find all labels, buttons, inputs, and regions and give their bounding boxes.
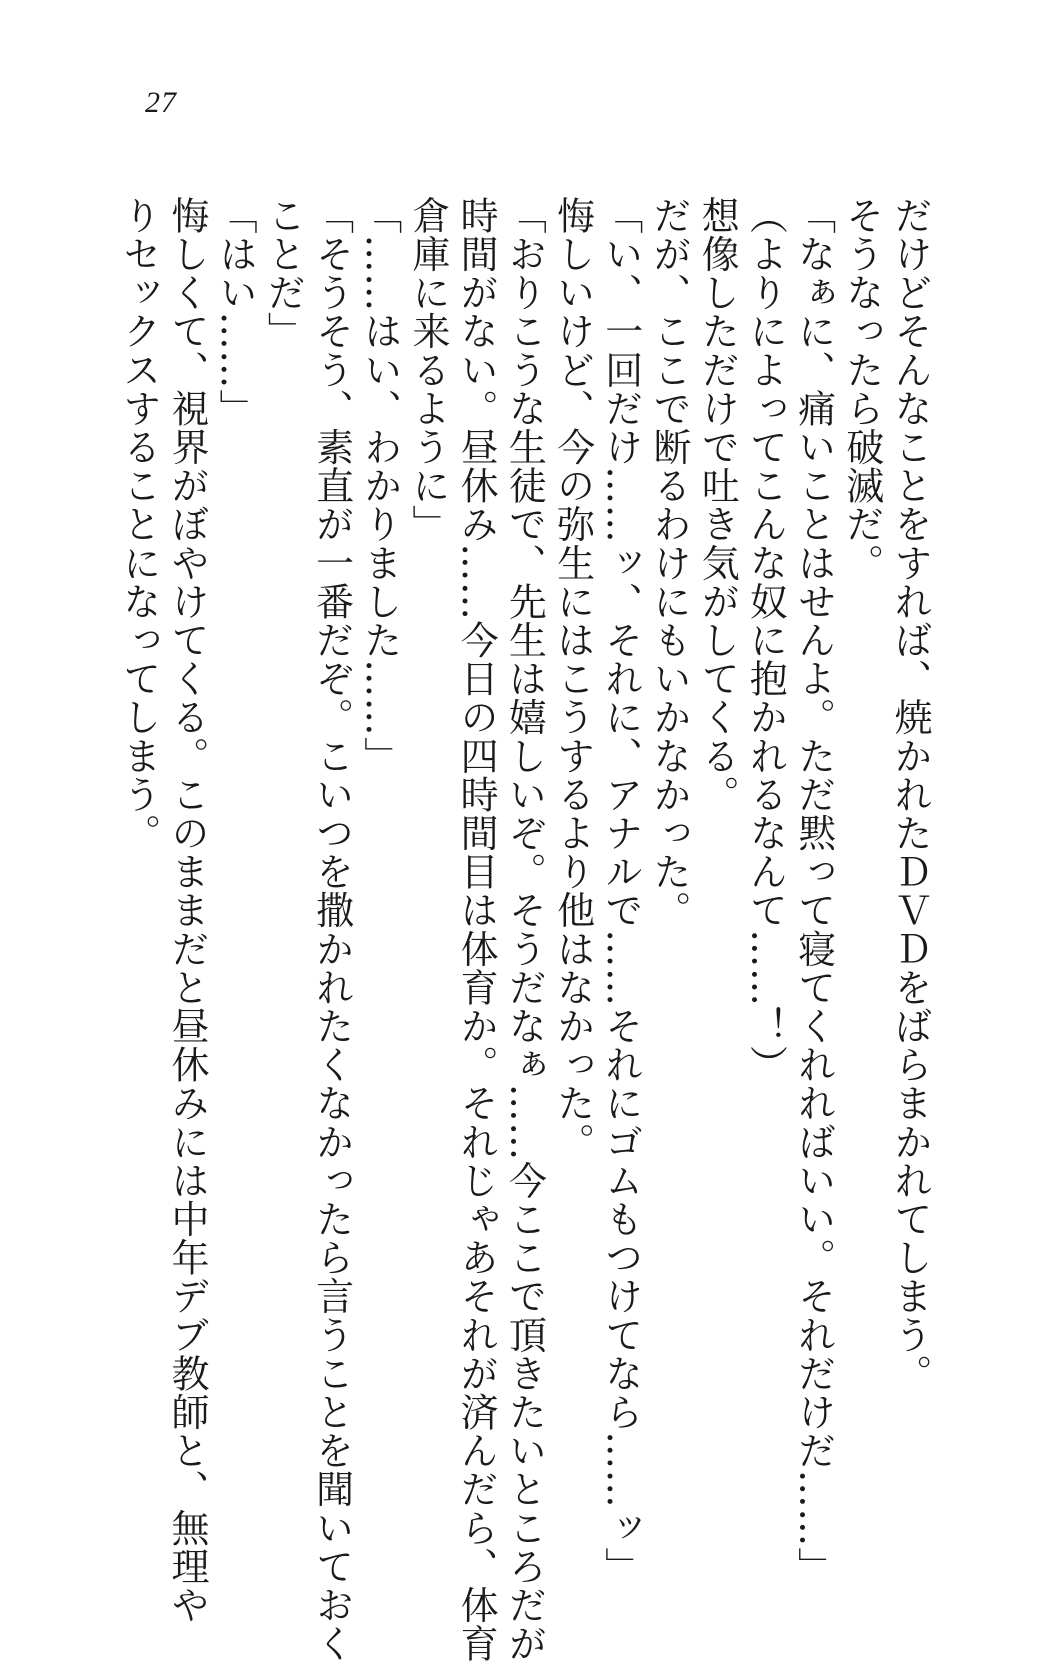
text-line: 「い、一回だけ……ッ、それに、アナルで……それにゴムもつけてなら……ッ」: [598, 196, 643, 1586]
text-line: 「はい……」: [213, 196, 258, 428]
text-line: 「そうそう、素直が一番だぞ。こいつを撒かれたくなかったら言うことを聞いておく: [309, 196, 354, 1663]
page-number: 27: [145, 86, 177, 119]
text-line: 「おりこうな生徒で、先生は嬉しいぞ。そうだなぁ……今ここで頂きたいところだが: [502, 196, 547, 1663]
text-line: 時間がない。昼休み……今日の四時間目は体育か。それじゃあそれが済んだら、体育: [454, 196, 499, 1663]
text-line: 「……はい、わかりました……」: [357, 196, 402, 775]
text-line: 「なぁに、痛いことはせんよ。ただ黙って寝てくれればいい。それだけだ……」: [791, 196, 836, 1586]
text-line: だが、ここで断るわけにもいかなかった。: [646, 196, 691, 930]
text-line: 倉庫に来るように」: [405, 196, 450, 544]
text-line: 悔しくて、視界がぼやけてくる。このままだと昼休みには中年デブ教師と、無理や: [164, 196, 209, 1625]
text-line: だけどそんなことをすれば、焼かれたＤＶＤをばらまかれてしまう。: [888, 196, 932, 1393]
text-line: 想像しただけで吐き気がしてくる。: [695, 196, 740, 814]
text-line: 悔しいけど、今の弥生にはこうするより他はなかった。: [550, 196, 595, 1161]
text-line: そうなったら破滅だ。: [839, 196, 884, 582]
novel-body-text: [116, 196, 934, 1663]
text-line: りセックスすることになってしまう。: [116, 196, 161, 853]
text-line: ことだ」: [261, 196, 306, 351]
text-line: （よりによってこんな奴に抱かれるなんて……！）: [743, 196, 788, 1084]
